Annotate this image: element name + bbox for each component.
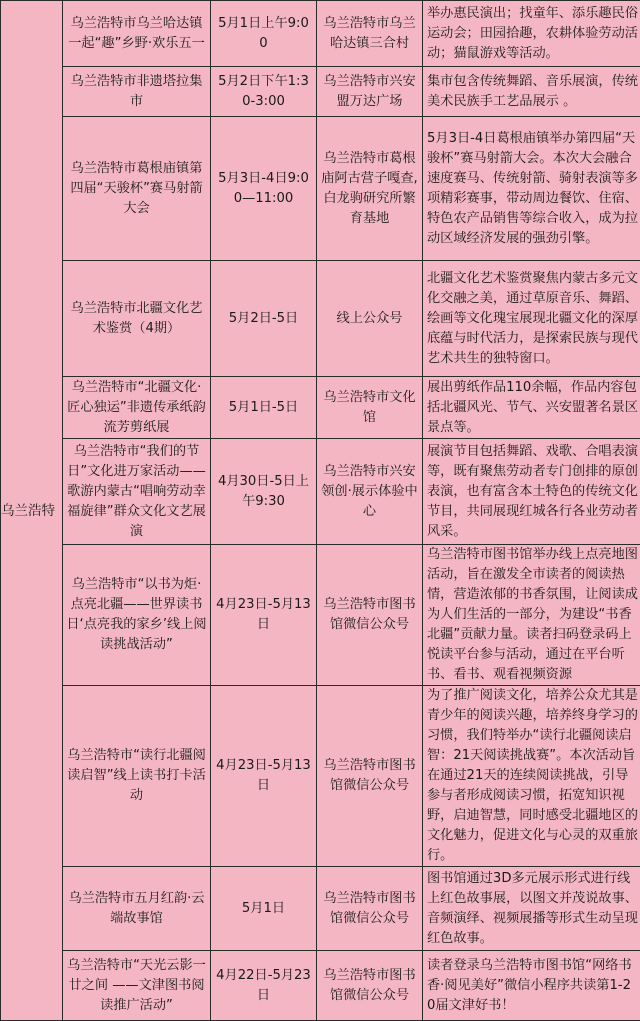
activity-venue: 乌兰浩特市葛根庙阿古营子嘎查,白龙驹研究所繁育基地 [317,117,423,261]
activity-venue: 线上公众号 [317,261,423,377]
activity-name: 乌兰浩特市北疆文化艺术鉴赏（4期） [63,261,211,377]
activity-description: 图书馆通过3D多元展示形式进行线上红色故事展，以图文并茂说故事、音频演绎、视频展播等形式生动呈现红色故事。 [423,867,640,951]
activity-description: 为了推广阅读文化，培养公众尤其是青少年的阅读兴趣，培养终身学习的习惯，我们特举办“读行北疆阅读启智：21天阅读挑战赛”。本次活动旨在通过21天的连续阅读挑战，引导参与者形成阅读习惯，拓宽知识视野，启迪智慧，同时感受北疆地区的文化魅力，促进文化与心灵的双重旅行。 [423,686,640,867]
table-row [1,951,640,1021]
activity-name: 乌兰浩特市“读行北疆阅读启智”线上读书打卡活动 [63,686,211,867]
table-row [1,261,640,377]
activity-time: 4月22日-5月23日 [211,951,317,1021]
city-cell: 乌兰浩特 [1,1,63,1021]
activity-time: 4月23日-5月13日 [211,545,317,686]
activity-venue: 乌兰浩特市图书馆微信公众号 [317,545,423,686]
activity-name: 乌兰浩特市“以书为炬·点亮北疆——世界读书日‘点亮我的家乡’线上阅读挑战活动” [63,545,211,686]
activity-time: 5月1日 [211,867,317,951]
activity-venue: 乌兰浩特市图书馆微信公众号 [317,686,423,867]
activity-description: 5月3日-4日葛根庙镇举办第四届“天骏杯”赛马射箭大会。本次大会融合速度赛马、传统射箭、骑射表演等多项精彩赛事，带动周边餐饮、住宿、特色农产品销售等综合收入，成为拉动区域经济发展的强劲引擎。 [423,117,640,261]
activity-venue: 乌兰浩特市兴安盟万达广场 [317,67,423,117]
activity-description: 展演节目包括舞蹈、戏歌、合唱表演等，既有聚焦劳动者专门创排的原创表演，也有富含本土特色的传统文化节目，共同展现红城各行各业劳动者风采。 [423,439,640,545]
activity-description: 举办惠民演出；找童年、添乐趣民俗运动会；田园拾趣，农耕体验劳动活动；猫鼠游戏等活动。 [423,1,640,67]
activity-description: 展出剪纸作品110余幅，作品内容包括北疆风光、节气、兴安盟著名景区景点等。 [423,377,640,439]
activity-time: 5月2日-5日 [211,261,317,377]
activity-time: 5月1日上午9:00 [211,1,317,67]
activity-time: 5月3日-4日9:00—11:00 [211,117,317,261]
table-row [1,545,640,686]
activity-name: 乌兰浩特市葛根庙镇第四届“天骏杯”赛马射箭大会 [63,117,211,261]
activity-venue: 乌兰浩特市图书馆微信公众号 [317,951,423,1021]
activity-description: 北疆文化艺术鉴赏聚焦内蒙古多元文化交融之美，通过草原音乐、舞蹈、绘画等文化瑰宝展现北疆文化的深厚底蕴与时代活力，是探索民族与现代艺术共生的独特窗口。 [423,261,640,377]
table-row [1,117,640,261]
activity-time: 5月1日-5日 [211,377,317,439]
activity-description: 乌兰浩特市图书馆举办线上点亮地图活动，旨在激发全市读者的阅读热情，营造浓郁的书香氛围，让阅读成为人们生活的一部分，为建设“书香北疆”贡献力量。读者扫码登录码上悦读平台参与活动，通过在平台听书、看书、观看视频资源 [423,545,640,686]
activity-name: 乌兰浩特市“天光云影一廿之间 ——文津图书阅读推广活动” [63,951,211,1021]
table-row [1,439,640,545]
activity-name: 乌兰浩特市五月红韵·云端故事馆 [63,867,211,951]
activity-description: 集市包含传统舞蹈、音乐展演，传统美术民族手工艺品展示 。 [423,67,640,117]
activity-time: 5月2日下午1:30-3:00 [211,67,317,117]
activity-description: 读者登录乌兰浩特市图书馆“网络书香·阅见美好”微信小程序共读第1-20届文津好书！ [423,951,640,1021]
activity-name: 乌兰浩特市非遗塔拉集市 [63,67,211,117]
activity-name: 乌兰浩特市“北疆文化·匠心独运”非遗传承纸韵流芳剪纸展 [63,377,211,439]
activity-venue: 乌兰浩特市兴安领创·展示体验中心 [317,439,423,545]
table-row [1,867,640,951]
table-row [1,1,640,67]
activity-name: 乌兰浩特市乌兰哈达镇一起“趣”乡野·欢乐五一 [63,1,211,67]
activity-name: 乌兰浩特市“我们的节日”文化进万家活动——歌游内蒙古“唱响劳动幸福旋律”群众文化文艺展演 [63,439,211,545]
activity-venue: 乌兰浩特市图书馆微信公众号 [317,867,423,951]
activity-time: 4月30日-5日上午9:30 [211,439,317,545]
activity-time: 4月23日-5月13日 [211,686,317,867]
activity-venue: 乌兰浩特市乌兰哈达镇三合村 [317,1,423,67]
table-row [1,686,640,867]
table-row [1,377,640,439]
activity-venue: 乌兰浩特市文化馆 [317,377,423,439]
table-row [1,67,640,117]
